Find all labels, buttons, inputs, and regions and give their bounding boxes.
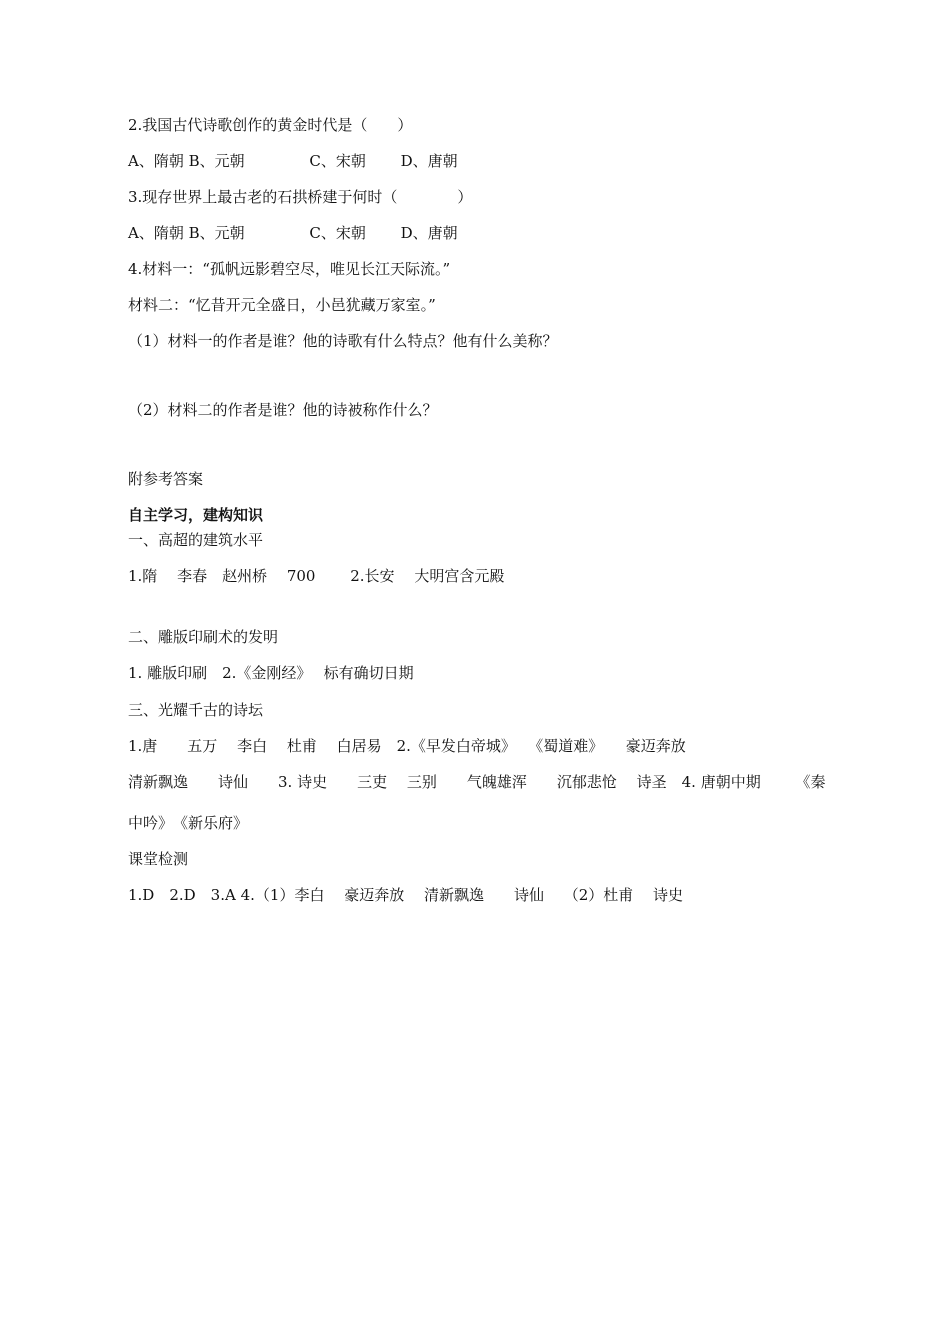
section-2-answers: 1. 雕版印刷 2.《金刚经》 标有确切日期 — [128, 664, 414, 682]
question-3: 3.现存世界上最古老的石拱桥建于何时（ ） — [128, 188, 473, 206]
section-1-answers: 1.隋 李春 赵州桥 700 2.长安 大明宫含元殿 — [128, 567, 505, 585]
section-3-answers-line-2: 清新飘逸 诗仙 3. 诗史 三吏 三别 气魄雄浑 沉郁悲怆 诗圣 4. 唐朝中期 《秦 — [128, 773, 826, 791]
question-3-options: A、隋朝 B、元朝 C、宋朝 D、唐朝 — [128, 224, 458, 242]
section-1-heading: 一、高超的建筑水平 — [128, 531, 264, 549]
question-4-material-1: 4.材料一：“孤帆远影碧空尽，唯见长江天际流。” — [128, 260, 451, 278]
answer-key-heading: 附参考答案 — [128, 470, 204, 488]
section-self-study-heading: 自主学习，建构知识 — [128, 506, 264, 524]
section-3-heading: 三、光耀千古的诗坛 — [128, 701, 264, 719]
section-3-answers-line-1: 1.唐 五万 李白 杜甫 白居易 2.《早发白帝城》 《蜀道难》 豪迈奔放 — [128, 737, 686, 755]
question-2: 2.我国古代诗歌创作的黄金时代是（ ） — [128, 116, 413, 134]
section-3-answers-line-3: 中吟》 《新乐府》 — [128, 814, 249, 832]
question-4-sub-1: （1）材料一的作者是谁？他的诗歌有什么特点？他有什么美称？ — [128, 332, 558, 350]
class-test-heading: 课堂检测 — [128, 850, 189, 868]
section-2-heading: 二、雕版印刷术的发明 — [128, 628, 279, 646]
question-2-options: A、隋朝 B、元朝 C、宋朝 D、唐朝 — [128, 152, 458, 170]
class-test-answers: 1.D 2.D 3.A 4.（1）李白 豪迈奔放 清新飘逸 诗仙 （2）杜甫 诗史 — [128, 886, 684, 904]
question-4-sub-2: （2）材料二的作者是谁？他的诗被称作什么？ — [128, 401, 438, 419]
question-4-material-2: 材料二：“忆昔开元全盛日，小邑犹藏万家室。” — [128, 296, 436, 314]
